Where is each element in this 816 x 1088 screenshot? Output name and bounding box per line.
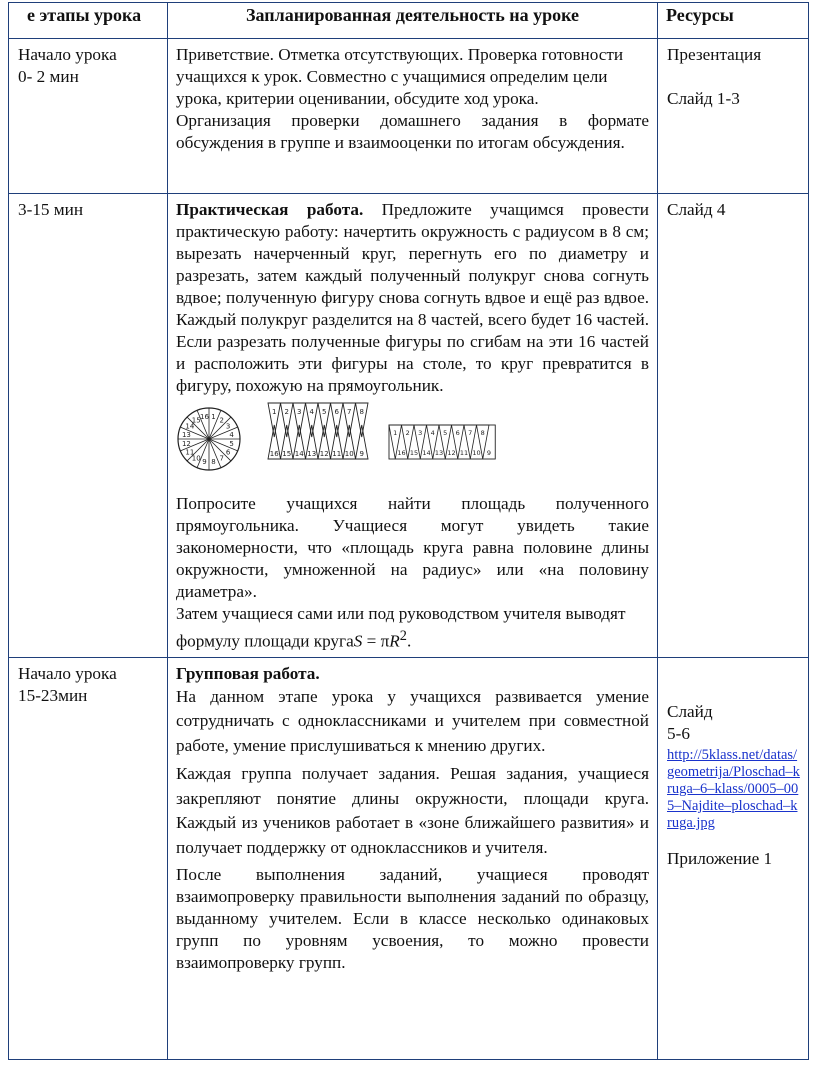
rect-top-label: 1 xyxy=(393,429,398,437)
strip-bottom-label: 10 xyxy=(344,450,354,458)
resource-slide-label: Слайд xyxy=(667,701,713,721)
group-paragraph-3: После выполнения заданий, учащиеся проводят взаимопроверку правильности выполнения заданий по образцу, выданному учителем. Если в классе несколько одинаковых групп по уровням усвоения, то можно провести взаимопроверку групп. xyxy=(176,865,649,973)
practical-text: Предложите учащимся провести практическую работу: начертить окружность с радиусом в 8 см; вырезать начерченный круг, перегнуть его по диаметру и разрезать, затем каждый полученный полукруг снова согнуть вдвое; полученную фигуру снова согнуть вдвое и ещё раз вдвое. Каждый полукруг разделится на 8 частей, всего будет 16 частей. Если разрезать полученные фигуры по сгибам на эти 16 частей и расположить эти фигуры на столе, то круг превратится в фигуру, похожую на прямоугольник. xyxy=(176,200,649,395)
rect-top-label: 3 xyxy=(418,429,423,437)
resource-link[interactable]: http://5klass.net/datas/geometrija/Ploschad–kruga–6–klass/0005–005–Najditе–ploschad–kruga.jpg xyxy=(667,746,800,831)
practical-paragraph xyxy=(176,199,649,397)
formula-lead: Затем учащиеся сами или под руководством учителя выводят формулу площади круга xyxy=(176,604,626,651)
rect-top-label: 2 xyxy=(405,429,410,437)
row-practical xyxy=(9,194,809,658)
circle-sector-label: 2 xyxy=(219,416,225,425)
stage-time: 3-15 мин xyxy=(18,200,84,219)
strip-top-label: 1 xyxy=(272,408,277,416)
circle-sector-label: 10 xyxy=(191,454,201,463)
strip-bottom-label: 15 xyxy=(282,450,292,458)
strip-top-label: 3 xyxy=(297,408,302,416)
header-stages: е этапы урока xyxy=(9,3,168,39)
rect-bottom-label: 14 xyxy=(422,449,431,457)
circle-sector-label: 16 xyxy=(200,412,209,421)
sectored-circle-figure xyxy=(178,408,240,470)
strip-top-label: 5 xyxy=(322,408,327,416)
row-group xyxy=(9,657,809,1059)
formula-paragraph xyxy=(176,603,649,653)
resource-cell-1 xyxy=(658,39,809,194)
lesson-plan-table xyxy=(8,2,809,1060)
strip-bottom-label: 16 xyxy=(269,450,279,458)
rectangle-arrangement-figure xyxy=(389,425,495,459)
circle-sector-label: 1 xyxy=(211,412,216,421)
rect-top-label: 8 xyxy=(480,429,485,437)
resource-cell-2 xyxy=(658,194,809,658)
stage-cell-2 xyxy=(9,194,168,658)
circle-sector-label: 12 xyxy=(181,439,191,448)
strip-bottom-label: 11 xyxy=(332,450,342,458)
greeting-paragraph: Приветствие. Отметка отсутствующих. Проверка готовности учащихся к урок. Совместно с учащимися определим цели урока, критерии оценивании, обсудите ход урока. xyxy=(176,45,624,108)
strip-top-label: 4 xyxy=(309,408,314,416)
rect-top-label: 5 xyxy=(443,429,448,437)
activity-cell-3 xyxy=(168,657,658,1059)
homework-paragraph: Организация проверки домашнего задания в формате обсуждения в группе и взаимооценки по итогам обсуждения. xyxy=(176,111,649,152)
stage-cell-1 xyxy=(9,39,168,194)
circle-cutting-figures xyxy=(176,401,649,487)
header-row xyxy=(9,3,809,39)
circle-sector-label: 15 xyxy=(191,416,201,425)
circle-sector-label: 6 xyxy=(225,448,231,457)
resource-slides: Слайд 1-3 xyxy=(667,89,740,108)
area-task-paragraph: Попросите учащихся найти площадь полученного прямоугольника. Учащиеся могут увидеть такие закономерности, что «площадь круга равна половине длины окружности, умноженной на радиус» или «на половину диаметра». xyxy=(176,494,649,601)
stage-label: Начало урока xyxy=(18,45,117,64)
strip-bottom-label: 13 xyxy=(307,450,317,458)
rect-bottom-label: 9 xyxy=(486,449,492,457)
rect-top-label: 6 xyxy=(455,429,460,437)
circle-sector-label: 4 xyxy=(229,431,234,440)
rect-bottom-label: 16 xyxy=(397,449,406,457)
group-paragraph-2: Каждая группа получает задания. Решая задания, учащиеся закрепляют понятие длины окружности, площади круга. Каждый из учеников работает в «зоне ближайшего развития» и получает поддержку от одноклассников и учителя. xyxy=(176,764,649,857)
rect-bottom-label: 12 xyxy=(447,449,456,457)
circle-sector-label: 7 xyxy=(219,454,225,463)
activity-cell-2 xyxy=(168,194,658,658)
rect-bottom-label: 11 xyxy=(459,449,469,457)
strip-top-label: 2 xyxy=(284,408,289,416)
rect-top-label: 4 xyxy=(430,429,435,437)
header-resources: Ресурсы xyxy=(658,3,809,39)
circle-sector-label: 14 xyxy=(185,422,195,431)
strip-bottom-label: 9 xyxy=(359,450,364,458)
triangle-strips-figure xyxy=(268,403,368,459)
strip-bottom-label: 14 xyxy=(294,450,304,458)
circle-sector-label: 13 xyxy=(181,431,191,440)
resource-slide: Слайд 4 xyxy=(667,200,726,219)
circle-sector-label: 9 xyxy=(202,458,207,467)
group-work-title: Групповая работа. xyxy=(176,663,320,683)
rect-bottom-label: 13 xyxy=(434,449,444,457)
circle-sector-label: 3 xyxy=(225,422,231,431)
resource-cell-3 xyxy=(658,657,809,1059)
resource-appendix: Приложение 1 xyxy=(667,848,773,868)
row-start xyxy=(9,39,809,194)
stage-time: 15-23мин xyxy=(18,685,88,705)
strip-top-label: 6 xyxy=(334,408,339,416)
formula-exponent: 2 xyxy=(399,628,407,644)
rect-top-label: 7 xyxy=(468,429,473,437)
group-paragraph-1: На данном этапе урока у учащихся развивается умение сотрудничать с одноклассниками и учителем при совместной работе, умение прислушиваться к мнению других. xyxy=(176,686,649,755)
resource-slide-range: 5-6 xyxy=(667,723,690,743)
circle-sector-label: 11 xyxy=(185,448,195,457)
stage-cell-3 xyxy=(9,657,168,1059)
formula-r: R xyxy=(389,631,400,651)
activity-cell-1 xyxy=(168,39,658,194)
stage-time: 0- 2 мин xyxy=(18,67,79,86)
formula-s: S xyxy=(353,631,363,651)
strip-bottom-label: 12 xyxy=(319,450,329,458)
formula-eq: = π xyxy=(362,631,390,651)
resource-presentation: Презентация xyxy=(667,45,762,64)
circle-sector-label: 8 xyxy=(211,458,216,467)
strip-top-label: 8 xyxy=(359,408,364,416)
practical-title: Практическая работа. xyxy=(176,200,364,219)
circle-sector-label: 5 xyxy=(229,439,234,448)
formula-end: . xyxy=(406,631,412,651)
rect-bottom-label: 10 xyxy=(472,449,481,457)
header-activity: Запланированная деятельность на уроке xyxy=(168,3,658,39)
strip-top-label: 7 xyxy=(347,408,352,416)
stage-label: Начало урока xyxy=(18,663,117,683)
rect-bottom-label: 15 xyxy=(409,449,419,457)
